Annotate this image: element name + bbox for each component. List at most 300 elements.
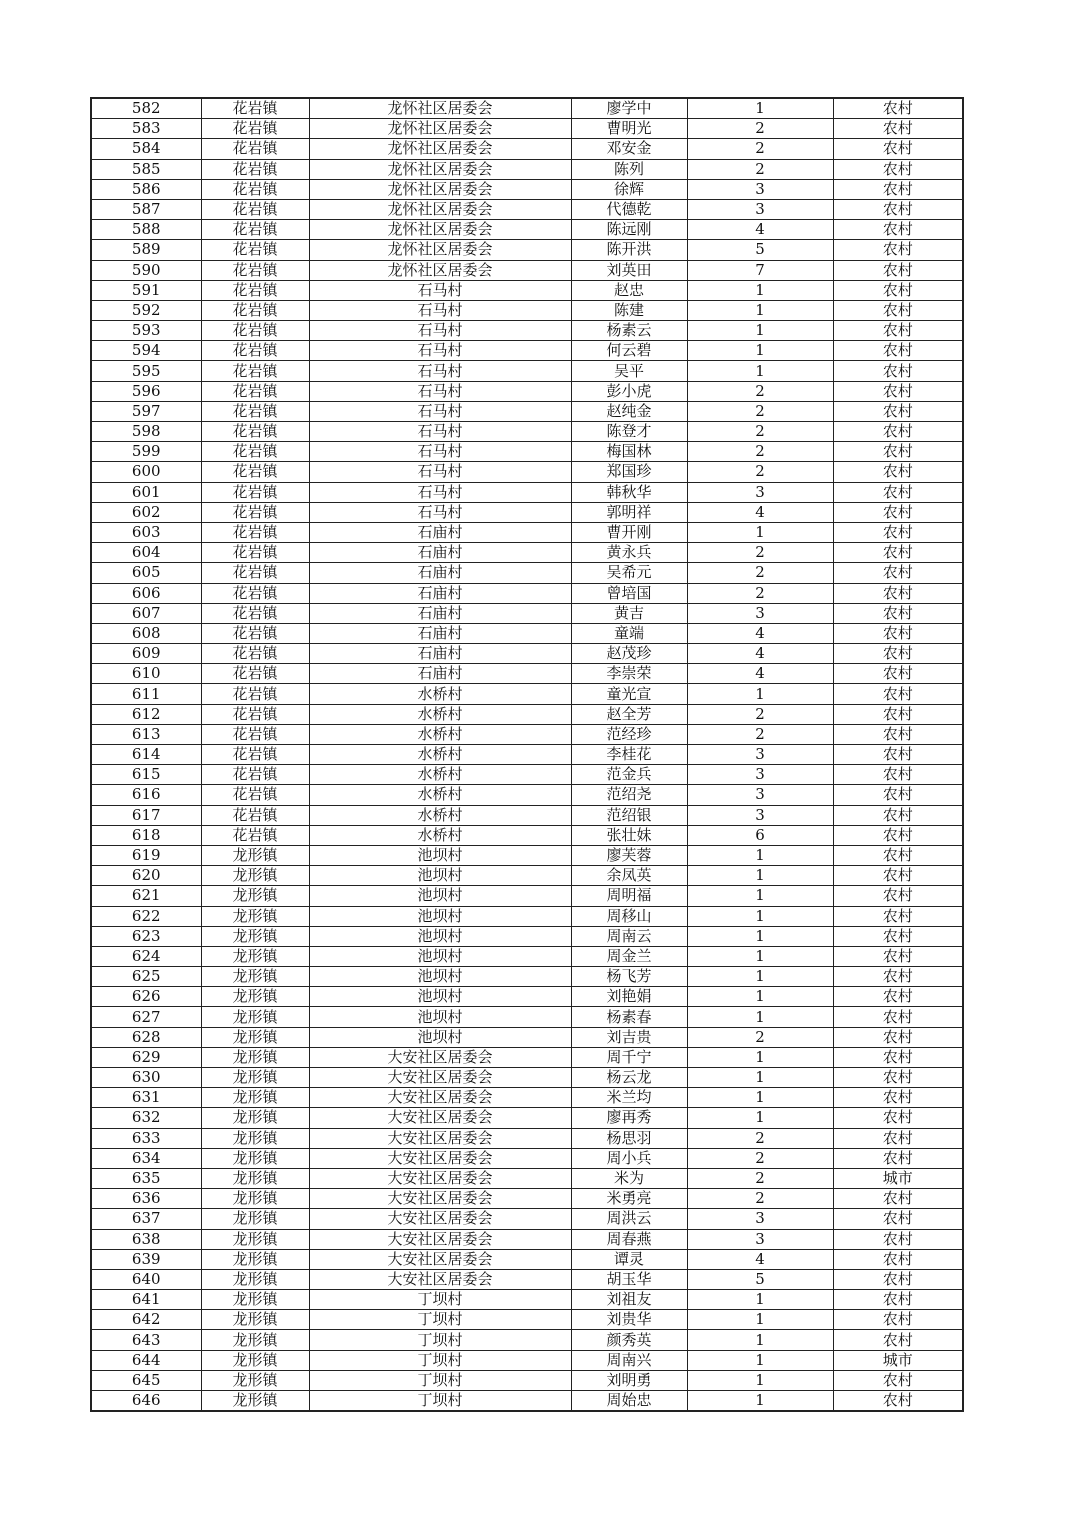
row-number-cell: 611 xyxy=(91,684,201,704)
row-number-cell: 589 xyxy=(91,240,201,260)
table-body xyxy=(91,98,963,1411)
row-number-cell: 641 xyxy=(91,1290,201,1310)
community-cell: 大安社区居委会 xyxy=(309,1128,571,1148)
count-cell: 1 xyxy=(687,1310,833,1330)
community-cell: 石庙村 xyxy=(309,603,571,623)
table-row xyxy=(91,220,963,240)
row-number-cell: 625 xyxy=(91,967,201,987)
table-row xyxy=(91,1108,963,1128)
name-cell: 刘祖友 xyxy=(571,1290,687,1310)
table-row xyxy=(91,987,963,1007)
count-cell: 6 xyxy=(687,825,833,845)
community-cell: 大安社区居委会 xyxy=(309,1249,571,1269)
table-row xyxy=(91,1168,963,1188)
row-number-cell: 602 xyxy=(91,502,201,522)
name-cell: 范经珍 xyxy=(571,724,687,744)
area-type-cell: 农村 xyxy=(833,280,963,300)
count-cell: 7 xyxy=(687,260,833,280)
name-cell: 刘明勇 xyxy=(571,1370,687,1390)
name-cell: 范金兵 xyxy=(571,765,687,785)
table-row xyxy=(91,845,963,865)
table-row xyxy=(91,543,963,563)
table-row xyxy=(91,139,963,159)
count-cell: 2 xyxy=(687,704,833,724)
town-cell: 龙形镇 xyxy=(201,1007,309,1027)
town-cell: 花岩镇 xyxy=(201,684,309,704)
count-cell: 2 xyxy=(687,381,833,401)
count-cell: 3 xyxy=(687,805,833,825)
row-number-cell: 633 xyxy=(91,1128,201,1148)
row-number-cell: 596 xyxy=(91,381,201,401)
area-type-cell: 农村 xyxy=(833,664,963,684)
count-cell: 1 xyxy=(687,1330,833,1350)
community-cell: 水桥村 xyxy=(309,684,571,704)
area-type-cell: 农村 xyxy=(833,1189,963,1209)
count-cell: 1 xyxy=(687,987,833,1007)
name-cell: 彭小虎 xyxy=(571,381,687,401)
area-type-cell: 农村 xyxy=(833,199,963,219)
name-cell: 何云碧 xyxy=(571,341,687,361)
name-cell: 邓安金 xyxy=(571,139,687,159)
town-cell: 花岩镇 xyxy=(201,583,309,603)
town-cell: 花岩镇 xyxy=(201,442,309,462)
community-cell: 龙怀社区居委会 xyxy=(309,119,571,139)
table-row xyxy=(91,1269,963,1289)
town-cell: 花岩镇 xyxy=(201,664,309,684)
community-cell: 石庙村 xyxy=(309,522,571,542)
area-type-cell: 农村 xyxy=(833,1027,963,1047)
table-row xyxy=(91,765,963,785)
name-cell: 杨飞芳 xyxy=(571,967,687,987)
count-cell: 4 xyxy=(687,1249,833,1269)
town-cell: 龙形镇 xyxy=(201,987,309,1007)
count-cell: 3 xyxy=(687,745,833,765)
table-row xyxy=(91,805,963,825)
name-cell: 米兰均 xyxy=(571,1088,687,1108)
community-cell: 池坝村 xyxy=(309,906,571,926)
row-number-cell: 626 xyxy=(91,987,201,1007)
town-cell: 花岩镇 xyxy=(201,462,309,482)
table-row xyxy=(91,341,963,361)
name-cell: 张壮妹 xyxy=(571,825,687,845)
table-row xyxy=(91,583,963,603)
count-cell: 3 xyxy=(687,785,833,805)
community-cell: 水桥村 xyxy=(309,805,571,825)
community-cell: 水桥村 xyxy=(309,765,571,785)
count-cell: 1 xyxy=(687,1068,833,1088)
town-cell: 龙形镇 xyxy=(201,1068,309,1088)
row-number-cell: 591 xyxy=(91,280,201,300)
row-number-cell: 597 xyxy=(91,401,201,421)
row-number-cell: 590 xyxy=(91,260,201,280)
area-type-cell: 农村 xyxy=(833,563,963,583)
table-row xyxy=(91,98,963,119)
name-cell: 杨思羽 xyxy=(571,1128,687,1148)
row-number-cell: 623 xyxy=(91,926,201,946)
name-cell: 梅国林 xyxy=(571,442,687,462)
area-type-cell: 农村 xyxy=(833,401,963,421)
name-cell: 郑国珍 xyxy=(571,462,687,482)
row-number-cell: 605 xyxy=(91,563,201,583)
community-cell: 龙怀社区居委会 xyxy=(309,220,571,240)
community-cell: 丁坝村 xyxy=(309,1310,571,1330)
area-type-cell: 农村 xyxy=(833,1088,963,1108)
name-cell: 刘吉贵 xyxy=(571,1027,687,1047)
count-cell: 4 xyxy=(687,623,833,643)
community-cell: 石马村 xyxy=(309,381,571,401)
row-number-cell: 634 xyxy=(91,1148,201,1168)
community-cell: 石庙村 xyxy=(309,563,571,583)
count-cell: 1 xyxy=(687,1088,833,1108)
town-cell: 花岩镇 xyxy=(201,422,309,442)
count-cell: 1 xyxy=(687,1290,833,1310)
town-cell: 龙形镇 xyxy=(201,1350,309,1370)
name-cell: 曹开刚 xyxy=(571,522,687,542)
name-cell: 胡玉华 xyxy=(571,1269,687,1289)
town-cell: 龙形镇 xyxy=(201,1108,309,1128)
community-cell: 池坝村 xyxy=(309,967,571,987)
row-number-cell: 629 xyxy=(91,1047,201,1067)
name-cell: 童端 xyxy=(571,623,687,643)
row-number-cell: 624 xyxy=(91,946,201,966)
area-type-cell: 农村 xyxy=(833,341,963,361)
table-row xyxy=(91,1391,963,1412)
area-type-cell: 农村 xyxy=(833,159,963,179)
row-number-cell: 615 xyxy=(91,765,201,785)
table-row xyxy=(91,1370,963,1390)
community-cell: 石马村 xyxy=(309,462,571,482)
community-cell: 丁坝村 xyxy=(309,1350,571,1370)
count-cell: 2 xyxy=(687,1128,833,1148)
row-number-cell: 594 xyxy=(91,341,201,361)
town-cell: 花岩镇 xyxy=(201,300,309,320)
town-cell: 龙形镇 xyxy=(201,1027,309,1047)
name-cell: 周南兴 xyxy=(571,1350,687,1370)
name-cell: 余凤英 xyxy=(571,866,687,886)
table-row xyxy=(91,381,963,401)
area-type-cell: 农村 xyxy=(833,522,963,542)
area-type-cell: 农村 xyxy=(833,1310,963,1330)
row-number-cell: 618 xyxy=(91,825,201,845)
community-cell: 石马村 xyxy=(309,300,571,320)
row-number-cell: 600 xyxy=(91,462,201,482)
town-cell: 花岩镇 xyxy=(201,745,309,765)
community-cell: 池坝村 xyxy=(309,946,571,966)
count-cell: 4 xyxy=(687,664,833,684)
row-number-cell: 598 xyxy=(91,422,201,442)
table-row xyxy=(91,422,963,442)
town-cell: 花岩镇 xyxy=(201,543,309,563)
table-row xyxy=(91,724,963,744)
table-row xyxy=(91,644,963,664)
area-type-cell: 农村 xyxy=(833,240,963,260)
town-cell: 龙形镇 xyxy=(201,886,309,906)
count-cell: 1 xyxy=(687,1047,833,1067)
area-type-cell: 农村 xyxy=(833,422,963,442)
table-row xyxy=(91,1007,963,1027)
row-number-cell: 643 xyxy=(91,1330,201,1350)
table-row xyxy=(91,502,963,522)
community-cell: 龙怀社区居委会 xyxy=(309,260,571,280)
count-cell: 1 xyxy=(687,98,833,119)
area-type-cell: 农村 xyxy=(833,704,963,724)
area-type-cell: 农村 xyxy=(833,543,963,563)
count-cell: 2 xyxy=(687,159,833,179)
count-cell: 2 xyxy=(687,442,833,462)
town-cell: 花岩镇 xyxy=(201,563,309,583)
count-cell: 2 xyxy=(687,1189,833,1209)
town-cell: 龙形镇 xyxy=(201,926,309,946)
name-cell: 周始忠 xyxy=(571,1391,687,1412)
row-number-cell: 585 xyxy=(91,159,201,179)
table-row xyxy=(91,1068,963,1088)
table-row xyxy=(91,321,963,341)
area-type-cell: 农村 xyxy=(833,119,963,139)
name-cell: 周小兵 xyxy=(571,1148,687,1168)
name-cell: 米为 xyxy=(571,1168,687,1188)
town-cell: 花岩镇 xyxy=(201,765,309,785)
table-row xyxy=(91,623,963,643)
area-type-cell: 农村 xyxy=(833,926,963,946)
community-cell: 石马村 xyxy=(309,321,571,341)
count-cell: 1 xyxy=(687,886,833,906)
table-row xyxy=(91,1249,963,1269)
name-cell: 刘英田 xyxy=(571,260,687,280)
row-number-cell: 588 xyxy=(91,220,201,240)
community-cell: 池坝村 xyxy=(309,1027,571,1047)
town-cell: 花岩镇 xyxy=(201,199,309,219)
table-row xyxy=(91,1047,963,1067)
town-cell: 龙形镇 xyxy=(201,1209,309,1229)
town-cell: 花岩镇 xyxy=(201,603,309,623)
name-cell: 吴希元 xyxy=(571,563,687,583)
area-type-cell: 农村 xyxy=(833,1370,963,1390)
table-row xyxy=(91,240,963,260)
area-type-cell: 农村 xyxy=(833,300,963,320)
town-cell: 龙形镇 xyxy=(201,845,309,865)
town-cell: 龙形镇 xyxy=(201,1088,309,1108)
community-cell: 池坝村 xyxy=(309,845,571,865)
name-cell: 赵全芳 xyxy=(571,704,687,724)
name-cell: 范绍银 xyxy=(571,805,687,825)
area-type-cell: 农村 xyxy=(833,462,963,482)
area-type-cell: 农村 xyxy=(833,644,963,664)
count-cell: 2 xyxy=(687,462,833,482)
data-table xyxy=(90,97,964,1412)
table-row xyxy=(91,1209,963,1229)
table-row xyxy=(91,866,963,886)
town-cell: 龙形镇 xyxy=(201,1189,309,1209)
row-number-cell: 601 xyxy=(91,482,201,502)
count-cell: 5 xyxy=(687,240,833,260)
name-cell: 周洪云 xyxy=(571,1209,687,1229)
count-cell: 1 xyxy=(687,1007,833,1027)
area-type-cell: 农村 xyxy=(833,1007,963,1027)
town-cell: 龙形镇 xyxy=(201,1370,309,1390)
community-cell: 大安社区居委会 xyxy=(309,1148,571,1168)
count-cell: 1 xyxy=(687,1370,833,1390)
town-cell: 花岩镇 xyxy=(201,240,309,260)
count-cell: 2 xyxy=(687,543,833,563)
count-cell: 1 xyxy=(687,1391,833,1412)
area-type-cell: 农村 xyxy=(833,1330,963,1350)
row-number-cell: 608 xyxy=(91,623,201,643)
count-cell: 3 xyxy=(687,482,833,502)
community-cell: 池坝村 xyxy=(309,926,571,946)
count-cell: 3 xyxy=(687,603,833,623)
row-number-cell: 619 xyxy=(91,845,201,865)
row-number-cell: 622 xyxy=(91,906,201,926)
community-cell: 石庙村 xyxy=(309,583,571,603)
name-cell: 黄永兵 xyxy=(571,543,687,563)
name-cell: 周移山 xyxy=(571,906,687,926)
name-cell: 廖再秀 xyxy=(571,1108,687,1128)
community-cell: 龙怀社区居委会 xyxy=(309,240,571,260)
row-number-cell: 606 xyxy=(91,583,201,603)
row-number-cell: 582 xyxy=(91,98,201,119)
table-row xyxy=(91,159,963,179)
count-cell: 1 xyxy=(687,1108,833,1128)
community-cell: 丁坝村 xyxy=(309,1391,571,1412)
count-cell: 1 xyxy=(687,845,833,865)
name-cell: 周金兰 xyxy=(571,946,687,966)
community-cell: 池坝村 xyxy=(309,987,571,1007)
community-cell: 大安社区居委会 xyxy=(309,1047,571,1067)
table-row xyxy=(91,300,963,320)
row-number-cell: 593 xyxy=(91,321,201,341)
count-cell: 1 xyxy=(687,300,833,320)
table-row xyxy=(91,1088,963,1108)
community-cell: 水桥村 xyxy=(309,704,571,724)
town-cell: 龙形镇 xyxy=(201,1128,309,1148)
town-cell: 花岩镇 xyxy=(201,321,309,341)
community-cell: 大安社区居委会 xyxy=(309,1229,571,1249)
table-row xyxy=(91,1330,963,1350)
table-row xyxy=(91,361,963,381)
row-number-cell: 604 xyxy=(91,543,201,563)
name-cell: 周千宁 xyxy=(571,1047,687,1067)
community-cell: 石庙村 xyxy=(309,644,571,664)
row-number-cell: 599 xyxy=(91,442,201,462)
town-cell: 花岩镇 xyxy=(201,381,309,401)
count-cell: 2 xyxy=(687,1148,833,1168)
town-cell: 龙形镇 xyxy=(201,866,309,886)
row-number-cell: 613 xyxy=(91,724,201,744)
area-type-cell: 农村 xyxy=(833,1108,963,1128)
name-cell: 曾培国 xyxy=(571,583,687,603)
row-number-cell: 628 xyxy=(91,1027,201,1047)
town-cell: 花岩镇 xyxy=(201,179,309,199)
area-type-cell: 农村 xyxy=(833,1047,963,1067)
community-cell: 丁坝村 xyxy=(309,1370,571,1390)
table-row xyxy=(91,1350,963,1370)
community-cell: 石马村 xyxy=(309,482,571,502)
area-type-cell: 农村 xyxy=(833,805,963,825)
name-cell: 廖学中 xyxy=(571,98,687,119)
community-cell: 石马村 xyxy=(309,502,571,522)
row-number-cell: 620 xyxy=(91,866,201,886)
row-number-cell: 627 xyxy=(91,1007,201,1027)
town-cell: 龙形镇 xyxy=(201,1047,309,1067)
table-row xyxy=(91,926,963,946)
area-type-cell: 农村 xyxy=(833,946,963,966)
count-cell: 3 xyxy=(687,1209,833,1229)
town-cell: 花岩镇 xyxy=(201,482,309,502)
area-type-cell: 农村 xyxy=(833,684,963,704)
town-cell: 花岩镇 xyxy=(201,644,309,664)
table-row xyxy=(91,1310,963,1330)
count-cell: 4 xyxy=(687,502,833,522)
town-cell: 花岩镇 xyxy=(201,825,309,845)
table-row xyxy=(91,886,963,906)
community-cell: 龙怀社区居委会 xyxy=(309,199,571,219)
count-cell: 2 xyxy=(687,1027,833,1047)
table-row xyxy=(91,825,963,845)
community-cell: 龙怀社区居委会 xyxy=(309,179,571,199)
town-cell: 龙形镇 xyxy=(201,1249,309,1269)
name-cell: 陈列 xyxy=(571,159,687,179)
name-cell: 周明福 xyxy=(571,886,687,906)
community-cell: 石庙村 xyxy=(309,543,571,563)
row-number-cell: 584 xyxy=(91,139,201,159)
row-number-cell: 640 xyxy=(91,1269,201,1289)
community-cell: 石庙村 xyxy=(309,664,571,684)
community-cell: 石马村 xyxy=(309,361,571,381)
name-cell: 杨云龙 xyxy=(571,1068,687,1088)
community-cell: 水桥村 xyxy=(309,724,571,744)
community-cell: 石马村 xyxy=(309,442,571,462)
name-cell: 代德乾 xyxy=(571,199,687,219)
table-row xyxy=(91,1128,963,1148)
table-row xyxy=(91,704,963,724)
name-cell: 杨素云 xyxy=(571,321,687,341)
area-type-cell: 农村 xyxy=(833,1290,963,1310)
name-cell: 廖芙蓉 xyxy=(571,845,687,865)
area-type-cell: 农村 xyxy=(833,967,963,987)
count-cell: 4 xyxy=(687,644,833,664)
community-cell: 石马村 xyxy=(309,401,571,421)
row-number-cell: 621 xyxy=(91,886,201,906)
area-type-cell: 农村 xyxy=(833,1068,963,1088)
town-cell: 龙形镇 xyxy=(201,967,309,987)
count-cell: 1 xyxy=(687,1350,833,1370)
row-number-cell: 614 xyxy=(91,745,201,765)
count-cell: 5 xyxy=(687,1269,833,1289)
name-cell: 谭灵 xyxy=(571,1249,687,1269)
table-row xyxy=(91,664,963,684)
town-cell: 花岩镇 xyxy=(201,139,309,159)
table-row xyxy=(91,260,963,280)
count-cell: 2 xyxy=(687,422,833,442)
area-type-cell: 农村 xyxy=(833,442,963,462)
name-cell: 刘艳娟 xyxy=(571,987,687,1007)
count-cell: 2 xyxy=(687,583,833,603)
name-cell: 黄吉 xyxy=(571,603,687,623)
name-cell: 曹明光 xyxy=(571,119,687,139)
town-cell: 花岩镇 xyxy=(201,341,309,361)
name-cell: 范绍尧 xyxy=(571,785,687,805)
community-cell: 水桥村 xyxy=(309,785,571,805)
table-row xyxy=(91,1290,963,1310)
count-cell: 3 xyxy=(687,179,833,199)
area-type-cell: 农村 xyxy=(833,98,963,119)
table-row xyxy=(91,482,963,502)
row-number-cell: 583 xyxy=(91,119,201,139)
community-cell: 龙怀社区居委会 xyxy=(309,139,571,159)
name-cell: 李桂花 xyxy=(571,745,687,765)
table-row xyxy=(91,1229,963,1249)
count-cell: 3 xyxy=(687,199,833,219)
